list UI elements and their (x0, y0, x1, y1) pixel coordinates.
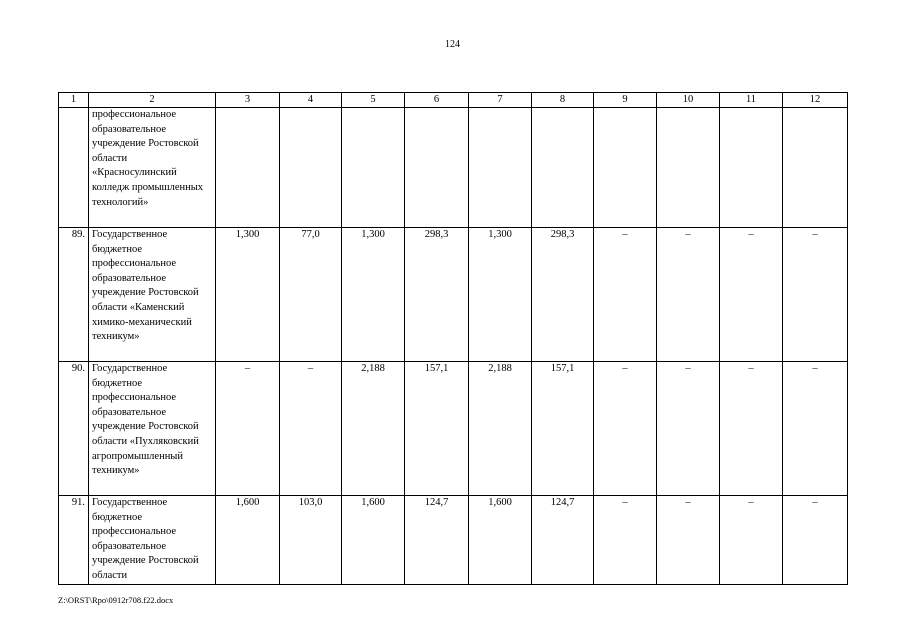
table-cell: 1,300 (216, 228, 280, 362)
table-cell: 77,0 (280, 228, 342, 362)
row-number (59, 108, 89, 228)
table-cell: 1,600 (216, 496, 280, 585)
table-row (59, 228, 848, 362)
data-table (58, 92, 848, 585)
file-path-footer: Z:\ORST\Rpo\0912r708.f22.docx (58, 595, 174, 605)
table-cell: – (657, 362, 720, 496)
row-number: 89. (59, 228, 89, 362)
table-row (59, 108, 848, 228)
header-row (59, 93, 848, 108)
table-cell (532, 108, 594, 228)
table-cell (469, 108, 532, 228)
table-cell: 2,188 (342, 362, 405, 496)
table-cell (720, 108, 783, 228)
column-header: 12 (783, 93, 848, 108)
table-row (59, 362, 848, 496)
table-cell: – (783, 362, 848, 496)
table-row (59, 496, 848, 585)
column-header: 8 (532, 93, 594, 108)
table-cell (657, 108, 720, 228)
column-header: 6 (405, 93, 469, 108)
table-cell (594, 108, 657, 228)
institution-name: Государственное бюджетное профессиональное образовательное учреждение Ростовской области «Каменский химико-механический техникум» (89, 228, 216, 362)
table-cell: – (720, 362, 783, 496)
table-cell (216, 108, 280, 228)
table-cell: 2,188 (469, 362, 532, 496)
table-cell: – (657, 496, 720, 585)
column-header: 2 (89, 93, 216, 108)
page-number: 124 (445, 39, 460, 50)
column-header: 1 (59, 93, 89, 108)
table-cell: 298,3 (532, 228, 594, 362)
table-cell: – (720, 228, 783, 362)
table-cell: – (720, 496, 783, 585)
table-cell: – (783, 496, 848, 585)
table-cell: 1,300 (342, 228, 405, 362)
table-cell (783, 108, 848, 228)
row-number: 90. (59, 362, 89, 496)
table-cell: 103,0 (280, 496, 342, 585)
row-number: 91. (59, 496, 89, 585)
table-cell: – (216, 362, 280, 496)
table-cell (342, 108, 405, 228)
table-cell: – (594, 362, 657, 496)
column-header: 7 (469, 93, 532, 108)
column-header: 3 (216, 93, 280, 108)
column-header: 11 (720, 93, 783, 108)
table-cell: – (280, 362, 342, 496)
table-cell: 124,7 (405, 496, 469, 585)
table-cell (405, 108, 469, 228)
table-cell: – (594, 228, 657, 362)
table-cell (280, 108, 342, 228)
institution-name: Государственное бюджетное профессиональное образовательное учреждение Ростовской области «Пухляковский агропромышленный техникум» (89, 362, 216, 496)
column-header: 9 (594, 93, 657, 108)
table-cell: 1,600 (342, 496, 405, 585)
table-cell: 1,600 (469, 496, 532, 585)
table-cell: 157,1 (405, 362, 469, 496)
table-cell: 298,3 (405, 228, 469, 362)
table-cell: 1,300 (469, 228, 532, 362)
table-cell: – (783, 228, 848, 362)
column-header: 4 (280, 93, 342, 108)
table-cell: – (594, 496, 657, 585)
institution-name: Государственное бюджетное профессиональное образовательное учреждение Ростовской области (89, 496, 216, 585)
institution-name: профессиональное образовательное учреждение Ростовской области «Красносулинский колледж промышленных технологий» (89, 108, 216, 228)
column-header: 10 (657, 93, 720, 108)
table-cell: 157,1 (532, 362, 594, 496)
table-cell: 124,7 (532, 496, 594, 585)
table-cell: – (657, 228, 720, 362)
column-header: 5 (342, 93, 405, 108)
